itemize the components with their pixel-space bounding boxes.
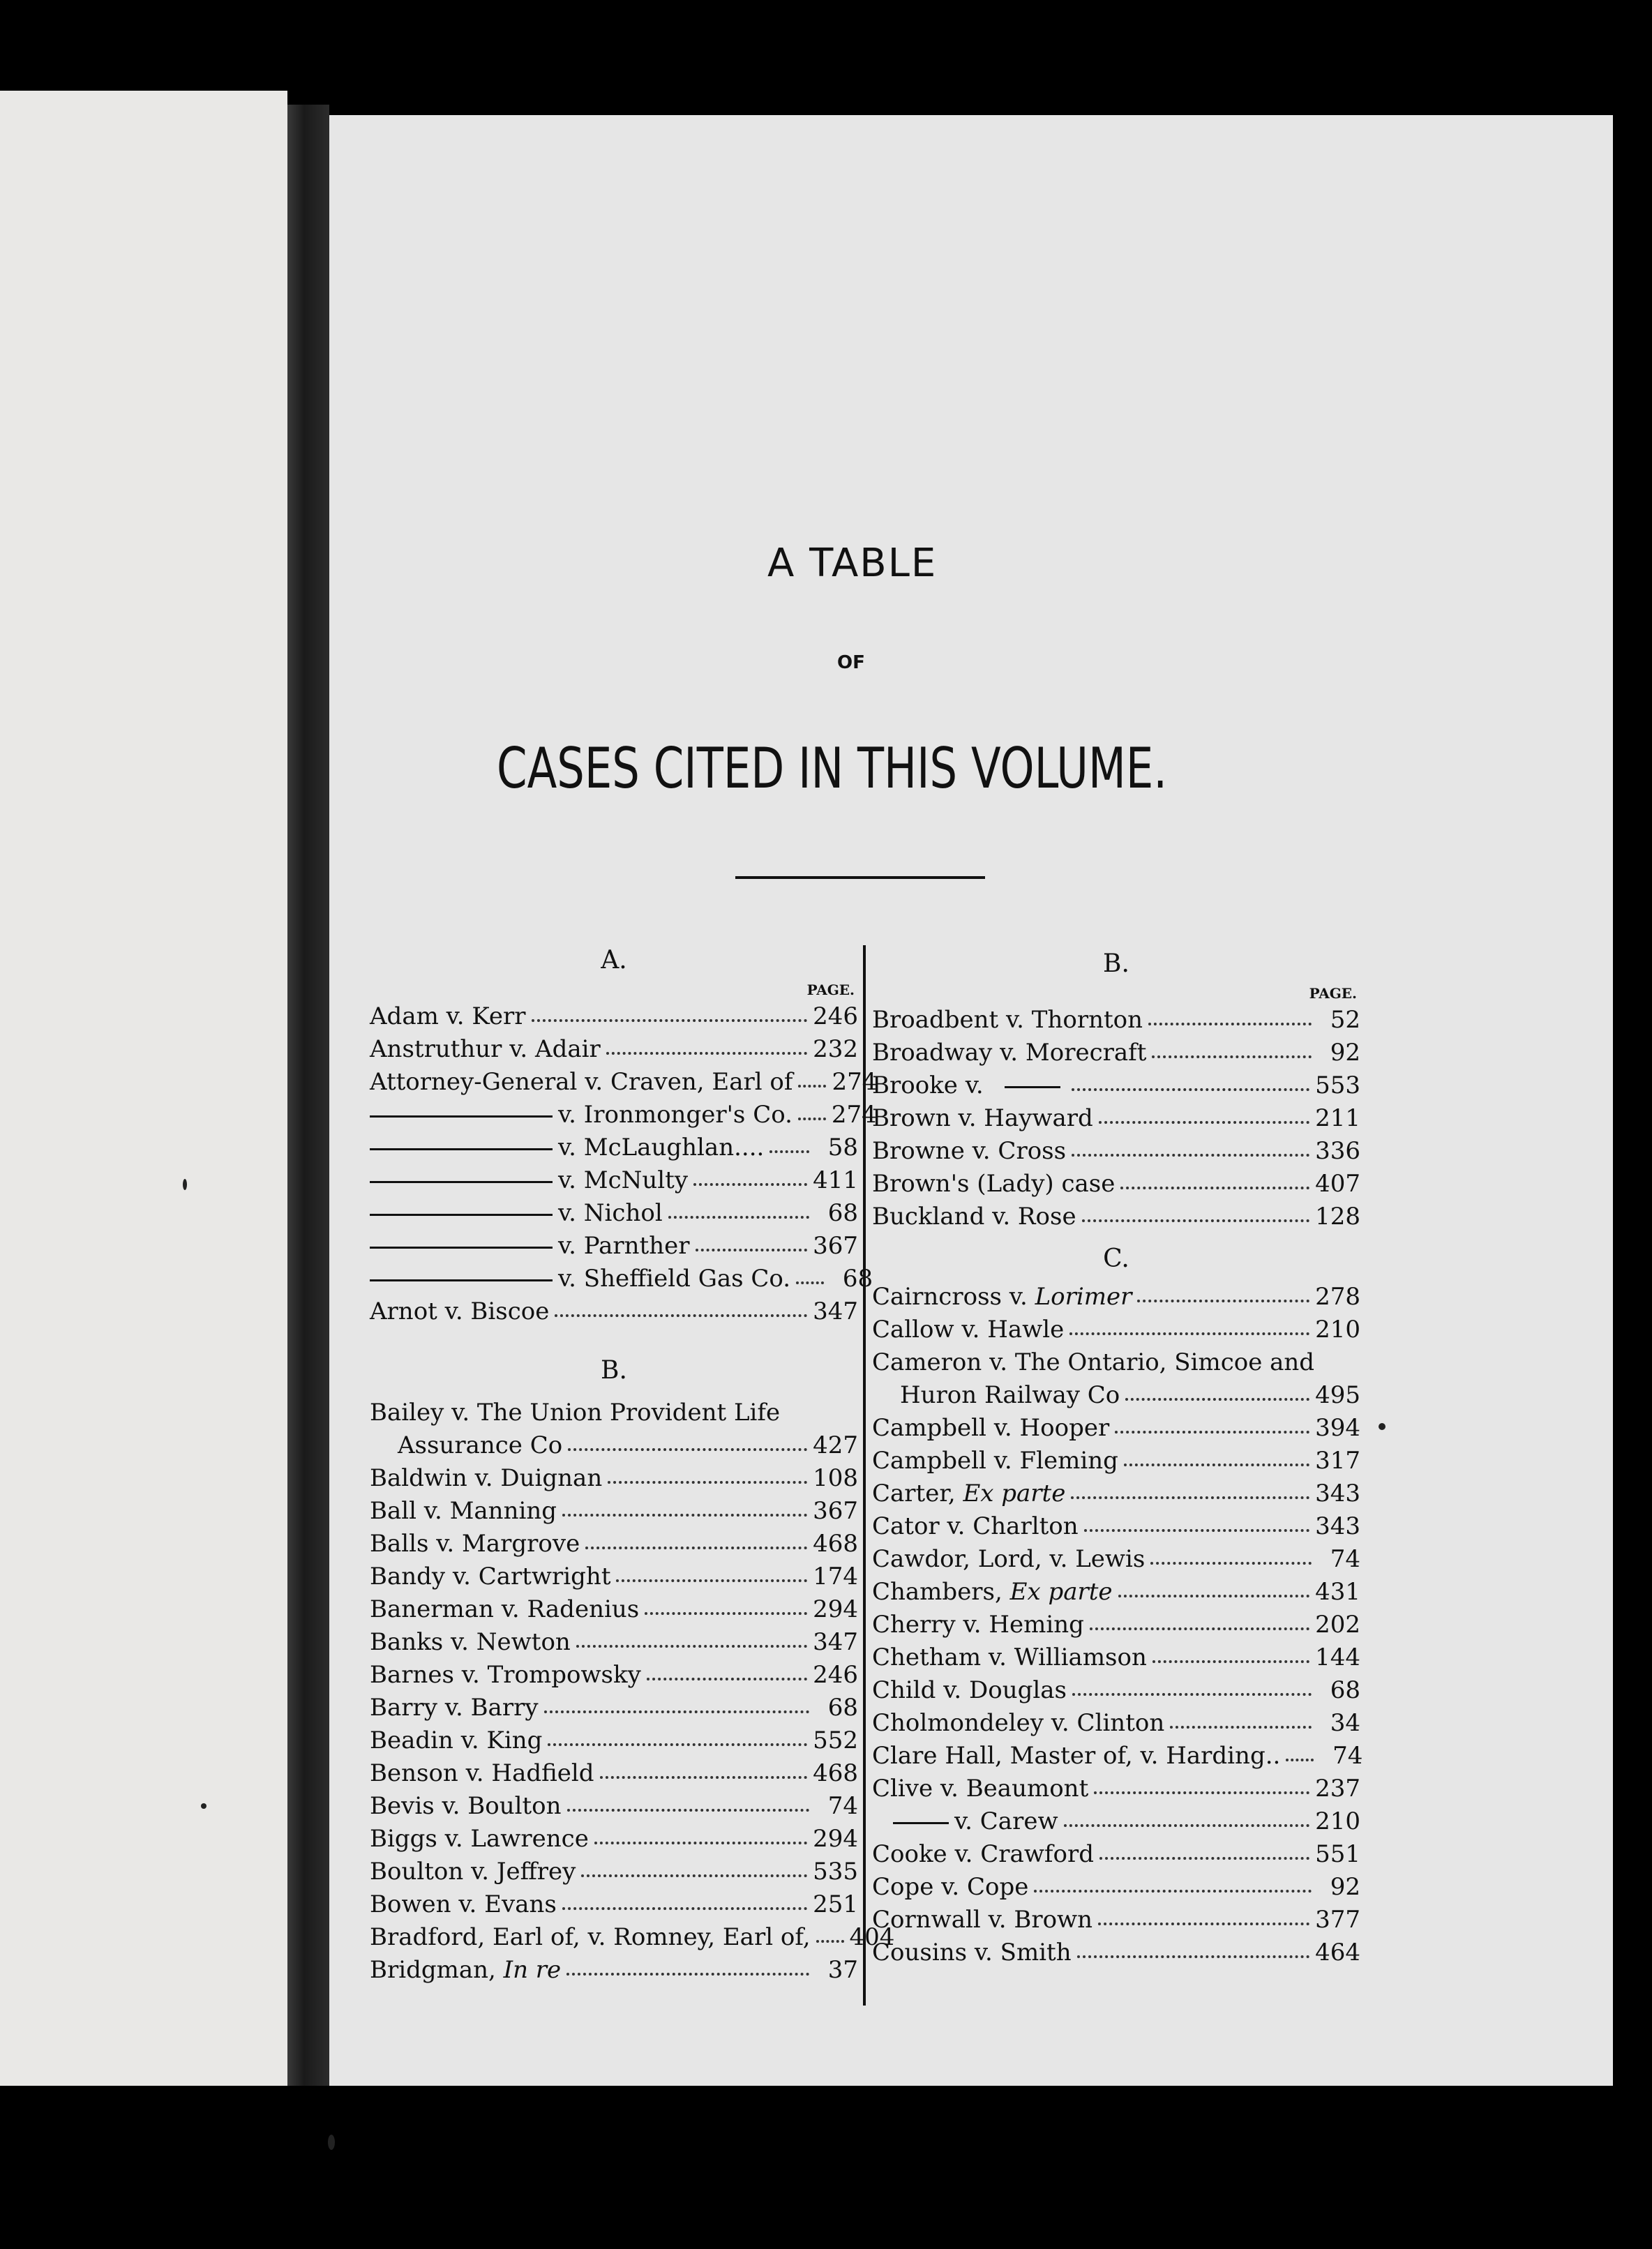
dot-leader	[1099, 1114, 1309, 1124]
dot-leader	[1118, 1588, 1310, 1597]
case-entry	[370, 1295, 858, 1328]
ditto-rule	[370, 1279, 553, 1281]
case-name: Bevis v. Boulton	[370, 1792, 562, 1820]
case-name: Bailey v. The Union Provident Life	[370, 1399, 781, 1427]
page-number: 317	[1315, 1447, 1360, 1475]
dot-leader	[544, 1703, 809, 1713]
case-entry	[872, 1543, 1360, 1576]
case-name: v. McNulty	[370, 1164, 688, 1197]
page-number: 347	[813, 1298, 858, 1325]
section-heading-c: C.	[1103, 1244, 1129, 1273]
page-number: 128	[1315, 1203, 1360, 1231]
case-entry	[872, 1102, 1360, 1135]
page-number: 174	[813, 1563, 858, 1590]
page-number: 210	[1315, 1807, 1360, 1835]
case-name: Campbell v. Hooper	[872, 1414, 1110, 1442]
case-name: Cholmondeley v. Clinton	[872, 1709, 1165, 1737]
dot-leader	[668, 1209, 809, 1219]
case-entry	[370, 1495, 858, 1528]
dot-leader	[1064, 1817, 1310, 1827]
case-name: v. Sheffield Gas Co.	[370, 1263, 790, 1295]
case-list-b-right	[872, 1004, 1360, 1233]
case-entry	[872, 1740, 1363, 1773]
case-name: Campbell v. Fleming	[872, 1447, 1118, 1475]
case-italic-term: Lorimer	[1027, 1283, 1132, 1311]
case-name: Barnes v. Trompowsky	[370, 1661, 641, 1689]
page-number: 246	[813, 1661, 858, 1689]
page-column-label: PAGE.	[806, 981, 855, 998]
case-name: v. McLaughlan....	[370, 1131, 764, 1164]
dot-leader	[693, 1176, 807, 1186]
page-number: 210	[1315, 1316, 1360, 1344]
case-entry	[872, 1037, 1360, 1069]
case-entry	[370, 1429, 858, 1462]
title-line-3: CASES CITED IN THIS VOLUME.	[497, 736, 1168, 801]
dot-leader	[1072, 1081, 1309, 1091]
case-entry	[370, 1593, 858, 1626]
dot-leader	[1125, 1391, 1309, 1401]
case-entry	[370, 1790, 858, 1823]
dot-leader	[1082, 1212, 1310, 1222]
case-entry	[872, 1168, 1360, 1201]
dot-leader	[1115, 1424, 1309, 1434]
page-number: 464	[1315, 1939, 1360, 1966]
case-entry	[872, 1838, 1360, 1871]
case-name: Bandy v. Cartwright	[370, 1563, 611, 1590]
case-name: v. Parnther	[370, 1230, 690, 1263]
case-name: Chambers, Ex parte	[872, 1578, 1113, 1606]
dot-leader	[796, 1274, 824, 1284]
page-number: 377	[1315, 1906, 1360, 1934]
dot-leader	[1099, 1850, 1309, 1860]
section-heading-b: B.	[601, 1356, 627, 1385]
dot-leader	[532, 1012, 808, 1022]
case-name: Banks v. Newton	[370, 1628, 571, 1656]
case-entry	[370, 1560, 858, 1593]
dot-leader	[555, 1307, 807, 1317]
case-entry	[370, 1397, 858, 1429]
case-name: Arnot v. Biscoe	[370, 1298, 550, 1325]
page-number: 343	[1315, 1512, 1360, 1540]
page-column-label: PAGE.	[1309, 985, 1357, 1002]
case-name: Huron Railway Co	[900, 1381, 1120, 1409]
dot-leader	[1152, 1653, 1309, 1663]
page-number: 246	[813, 1002, 858, 1030]
dot-leader	[1072, 1147, 1309, 1157]
page-number: 211	[1315, 1104, 1360, 1132]
page-number: 336	[1315, 1137, 1360, 1165]
dot-leader	[600, 1769, 808, 1779]
page-number: 431	[1315, 1578, 1360, 1606]
case-entry	[370, 1462, 858, 1495]
case-name: Assurance Co	[398, 1431, 563, 1459]
case-name: Ball v. Manning	[370, 1497, 557, 1525]
case-name: Cherry v. Heming	[872, 1611, 1084, 1639]
title-line-2: OF	[837, 652, 865, 673]
case-entry	[370, 1131, 858, 1164]
page-number: 74	[1332, 1742, 1363, 1770]
case-entry	[370, 1099, 877, 1131]
page-number: 92	[1330, 1873, 1360, 1901]
page-number: 427	[813, 1431, 858, 1459]
case-entry	[872, 1510, 1360, 1543]
case-entry	[370, 1757, 858, 1790]
page-number: 232	[813, 1035, 858, 1063]
case-name: v. Nichol	[370, 1197, 663, 1230]
dot-leader	[576, 1638, 807, 1648]
page-number: 68	[1330, 1676, 1360, 1704]
case-name: Bridgman, In re	[370, 1956, 562, 1984]
section-heading-a: A.	[601, 946, 627, 975]
case-entry	[872, 1069, 1360, 1102]
dot-leader	[566, 1966, 809, 1976]
dot-leader	[1098, 1916, 1309, 1925]
case-name: Cope v. Cope	[872, 1873, 1029, 1901]
case-entry	[872, 1805, 1360, 1838]
page-number: 551	[1315, 1840, 1360, 1868]
page-number: 37	[827, 1956, 858, 1984]
case-entry	[872, 1707, 1360, 1740]
page-number: 202	[1315, 1611, 1360, 1639]
dot-leader	[645, 1605, 807, 1615]
dot-leader	[696, 1242, 808, 1251]
page-number: 394	[1315, 1414, 1360, 1442]
case-name: Adam v. Kerr	[370, 1002, 526, 1030]
dot-leader	[1152, 1048, 1312, 1058]
case-entry	[370, 1066, 878, 1099]
page-number: 404	[849, 1923, 895, 1951]
page-number: 34	[1330, 1709, 1360, 1737]
ditto-rule	[1005, 1086, 1060, 1088]
page-speck	[201, 1803, 206, 1809]
page-number: 468	[813, 1759, 858, 1787]
case-entry	[370, 1823, 858, 1856]
page-number: 274	[832, 1068, 878, 1096]
dot-leader	[816, 1933, 844, 1943]
page-number: 251	[813, 1890, 858, 1918]
ditto-rule	[370, 1214, 553, 1216]
page-number: 68	[827, 1694, 858, 1722]
case-italic-term: Ex parte	[955, 1480, 1066, 1507]
case-name: Bradford, Earl of, v. Romney, Earl of,	[370, 1923, 811, 1951]
page-number: 74	[827, 1792, 858, 1820]
page-number: 535	[813, 1858, 858, 1886]
case-entry	[370, 1724, 858, 1757]
section-heading-b: B.	[1103, 949, 1129, 978]
dot-leader	[647, 1671, 807, 1680]
dot-leader	[1072, 1686, 1312, 1696]
page-number: 237	[1315, 1775, 1360, 1803]
dot-leader	[1077, 1948, 1309, 1958]
page-speck	[183, 1179, 187, 1190]
case-entry	[370, 1921, 895, 1954]
case-entry	[872, 1904, 1360, 1936]
page-number: 58	[827, 1134, 858, 1161]
page-number: 274	[831, 1101, 877, 1129]
dot-leader	[1150, 1555, 1312, 1565]
case-list-c	[872, 1281, 1363, 1969]
dot-leader	[1137, 1293, 1309, 1302]
case-name: Cousins v. Smith	[872, 1939, 1072, 1966]
page-number: 294	[813, 1825, 858, 1853]
page-number: 343	[1315, 1480, 1360, 1507]
case-entry	[872, 1281, 1360, 1314]
case-name: Brooke v.	[872, 1069, 1066, 1102]
dot-leader	[585, 1540, 807, 1549]
case-name: v. Carew	[872, 1805, 1058, 1838]
dot-leader	[581, 1867, 807, 1877]
case-name: Banerman v. Radenius	[370, 1595, 640, 1623]
case-name: Callow v. Hawle	[872, 1316, 1065, 1344]
page-number: 407	[1315, 1170, 1360, 1198]
case-entry	[872, 1135, 1360, 1168]
page-speck	[328, 2135, 335, 2150]
dot-leader	[769, 1143, 809, 1153]
page-number: 108	[813, 1464, 858, 1492]
case-list-a	[370, 1000, 878, 1328]
case-name: Beadin v. King	[370, 1727, 543, 1754]
case-italic-term: Ex parte	[1002, 1578, 1113, 1606]
case-name: Cairncross v. Lorimer	[872, 1283, 1132, 1311]
case-entry	[370, 1230, 858, 1263]
case-name: Bowen v. Evans	[370, 1890, 557, 1918]
book-gutter	[287, 105, 329, 2086]
dot-leader	[1120, 1180, 1309, 1189]
dot-leader	[562, 1900, 807, 1910]
case-entry	[370, 1164, 858, 1197]
title-line-1: A TABLE	[767, 541, 938, 586]
dot-leader	[562, 1507, 807, 1517]
case-entry	[370, 1528, 858, 1560]
case-entry	[872, 1773, 1360, 1805]
case-entry	[872, 1641, 1360, 1674]
page-number: 553	[1315, 1071, 1360, 1099]
dot-leader	[608, 1474, 807, 1484]
case-entry	[370, 1000, 858, 1033]
page-number: 347	[813, 1628, 858, 1656]
case-name: Biggs v. Lawrence	[370, 1825, 589, 1853]
case-entry	[872, 1004, 1360, 1037]
page-number: 52	[1330, 1006, 1360, 1034]
case-name: Chetham v. Williamson	[872, 1644, 1147, 1671]
case-entry	[872, 1609, 1360, 1641]
page-number: 144	[1315, 1644, 1360, 1671]
case-entry	[872, 1201, 1360, 1233]
dot-leader	[1286, 1752, 1314, 1761]
page-number: 367	[813, 1232, 858, 1260]
case-entry	[370, 1692, 858, 1724]
left-page	[0, 91, 287, 2086]
dot-leader	[606, 1045, 807, 1055]
page-number: 92	[1330, 1039, 1360, 1067]
dot-leader	[1071, 1489, 1309, 1499]
dot-leader	[594, 1835, 807, 1844]
dot-leader	[1084, 1522, 1309, 1532]
case-name: Balls v. Margrove	[370, 1530, 580, 1558]
case-entry	[872, 1379, 1360, 1412]
case-name: Cooke v. Crawford	[872, 1840, 1094, 1868]
case-entry	[370, 1197, 858, 1230]
page-number: 294	[813, 1595, 858, 1623]
case-name: Clive v. Beaumont	[872, 1775, 1089, 1803]
ditto-rule	[370, 1181, 553, 1183]
right-column	[872, 938, 1363, 1969]
case-entry	[370, 1626, 858, 1659]
ditto-rule	[370, 1115, 553, 1118]
dot-leader	[798, 1078, 826, 1088]
page-number: 278	[1315, 1283, 1360, 1311]
case-name: v. Ironmonger's Co.	[370, 1099, 793, 1131]
case-name: Benson v. Hadfield	[370, 1759, 594, 1787]
case-name: Browne v. Cross	[872, 1137, 1067, 1165]
dot-leader	[798, 1111, 826, 1120]
case-name: Buckland v. Rose	[872, 1203, 1076, 1231]
page-number: 468	[813, 1530, 858, 1558]
dot-leader	[568, 1441, 807, 1451]
case-name: Boulton v. Jeffrey	[370, 1858, 576, 1886]
case-entry	[370, 1856, 858, 1888]
case-entry	[370, 1659, 858, 1692]
page-number: 74	[1330, 1545, 1360, 1573]
case-entry	[370, 1954, 858, 1987]
case-entry	[872, 1871, 1360, 1904]
dot-leader	[1170, 1719, 1312, 1729]
case-entry	[872, 1674, 1360, 1707]
case-entry	[872, 1936, 1360, 1969]
page-number: 495	[1315, 1381, 1360, 1409]
case-name: Clare Hall, Master of, v. Harding..	[872, 1742, 1281, 1770]
case-entry	[370, 1033, 858, 1066]
case-entry	[370, 1888, 858, 1921]
case-entry	[370, 1263, 873, 1295]
left-column	[370, 935, 895, 1987]
case-name: Attorney-General v. Craven, Earl of	[370, 1068, 793, 1096]
dot-leader	[1034, 1883, 1312, 1893]
case-entry	[872, 1477, 1360, 1510]
dot-leader	[548, 1736, 807, 1746]
ditto-rule	[370, 1148, 553, 1150]
case-name: Barry v. Barry	[370, 1694, 539, 1722]
page-number: 68	[842, 1265, 873, 1293]
dot-leader	[1124, 1457, 1309, 1466]
dot-leader	[1148, 1016, 1312, 1025]
case-entry	[872, 1314, 1360, 1346]
case-list-b-left	[370, 1397, 895, 1987]
title-rule	[735, 876, 985, 879]
case-name: Carter, Ex parte	[872, 1480, 1066, 1507]
case-entry	[872, 1346, 1360, 1379]
dot-leader	[567, 1802, 810, 1812]
page-speck	[1379, 1423, 1386, 1430]
dot-leader	[1069, 1325, 1309, 1335]
ditto-rule	[370, 1247, 553, 1249]
case-name: Cameron v. The Ontario, Simcoe and	[872, 1348, 1315, 1376]
case-name: Anstruthur v. Adair	[370, 1035, 601, 1063]
dot-leader	[1090, 1620, 1309, 1630]
case-name: Brown's (Lady) case	[872, 1170, 1116, 1198]
page-number: 367	[813, 1497, 858, 1525]
case-name: Cator v. Charlton	[872, 1512, 1079, 1540]
page-number: 68	[827, 1199, 858, 1227]
case-entry	[872, 1445, 1360, 1477]
page-number: 552	[813, 1727, 858, 1754]
case-name: Broadway v. Morecraft	[872, 1039, 1147, 1067]
case-name: Brown v. Hayward	[872, 1104, 1093, 1132]
ditto-rule	[893, 1822, 949, 1824]
page-number: 411	[813, 1166, 858, 1194]
dot-leader	[616, 1572, 807, 1582]
case-name: Cawdor, Lord, v. Lewis	[872, 1545, 1146, 1573]
case-name: Cornwall v. Brown	[872, 1906, 1093, 1934]
case-name: Broadbent v. Thornton	[872, 1006, 1143, 1034]
case-entry	[872, 1412, 1360, 1445]
case-italic-term: In re	[495, 1956, 562, 1984]
case-entry	[872, 1576, 1360, 1609]
case-name: Baldwin v. Duignan	[370, 1464, 603, 1492]
dot-leader	[1094, 1784, 1309, 1794]
case-name: Child v. Douglas	[872, 1676, 1067, 1704]
